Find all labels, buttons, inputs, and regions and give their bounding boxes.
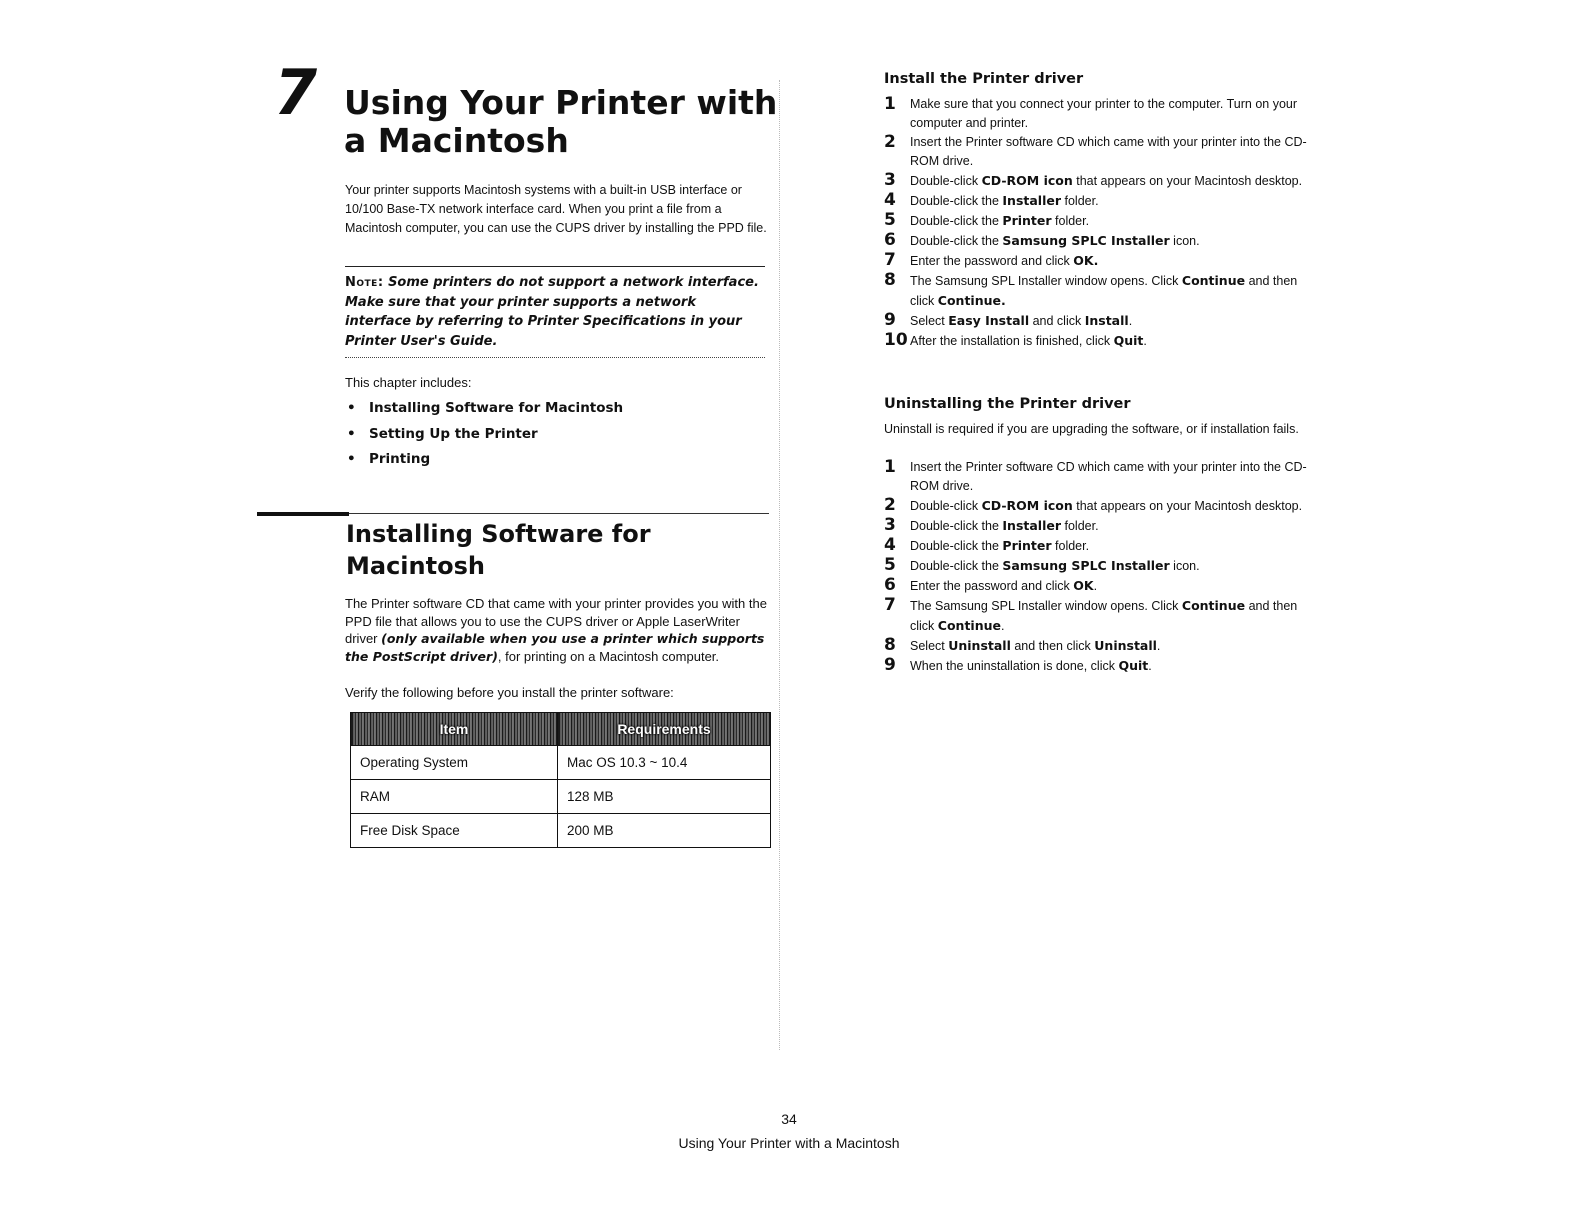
step-item (884, 95, 1314, 133)
step-text: Enter the password and click OK. (910, 253, 1099, 268)
step-text: Double-click the Printer folder. (910, 213, 1090, 228)
step-number: 9 (884, 310, 896, 330)
section-body (345, 595, 775, 665)
step-number: 6 (884, 230, 896, 250)
uninstall-intro: Uninstall is required if you are upgrading the software, or if installation fails. (884, 422, 1299, 436)
step-item (884, 311, 1314, 331)
step-item (884, 191, 1314, 211)
step-number: 6 (884, 575, 896, 595)
chapter-intro: Your printer supports Macintosh systems with a built-in USB interface or 10/100 Base-TX network interface card. When you print a file from a Macintosh computer, you can use the CUPS driver by installing the PPD file. (345, 183, 767, 235)
footer-title: Using Your Printer with a Macintosh (678, 1135, 900, 1151)
step-item (884, 596, 1314, 636)
step-text: Insert the Printer software CD which came with your printer into the CD-ROM drive. (910, 135, 1307, 168)
step-item (884, 171, 1314, 191)
step-number: 4 (884, 190, 896, 210)
step-number: 7 (884, 595, 896, 615)
step-text: The Samsung SPL Installer window opens. Click Continue and then click Continue. (910, 598, 1298, 633)
list-item: • Installing Software for Macintosh (345, 397, 623, 423)
step-item (884, 496, 1314, 516)
step-item (884, 133, 1314, 171)
step-item (884, 516, 1314, 536)
step-text: Double-click the Installer folder. (910, 193, 1099, 208)
table-cell: 128 MB (558, 780, 771, 814)
table-row (351, 780, 771, 814)
step-item (884, 556, 1314, 576)
uninstall-heading: Uninstalling the Printer driver (884, 396, 1131, 412)
requirements-table (350, 712, 771, 848)
step-number: 8 (884, 270, 896, 290)
step-text: Double-click the Samsung SPLC Installer icon. (910, 558, 1200, 573)
step-number: 1 (884, 94, 896, 114)
page-number: 34 (781, 1111, 797, 1127)
includes-label: This chapter includes: (345, 375, 472, 390)
step-item (884, 251, 1314, 271)
list-item: • Setting Up the Printer (345, 423, 623, 449)
step-number: 3 (884, 170, 896, 190)
step-item (884, 458, 1314, 496)
step-number: 4 (884, 535, 896, 555)
step-text: Enter the password and click OK. (910, 578, 1098, 593)
section-body-emphasis: (only available when you use a printer which supports the PostScript driver) (345, 631, 765, 664)
step-number: 8 (884, 635, 896, 655)
step-number: 9 (884, 655, 896, 675)
table-row (351, 814, 771, 848)
section-body-text: , for printing on a Macintosh computer. (497, 648, 720, 664)
section-divider-line (349, 513, 769, 514)
step-text: Double-click the Installer folder. (910, 518, 1099, 533)
chapter-contents-list (345, 397, 623, 474)
table-cell: Operating System (351, 746, 558, 780)
step-number: 10 (884, 330, 908, 350)
step-item (884, 576, 1314, 596)
step-item (884, 331, 1314, 351)
column-gutter (779, 80, 780, 1050)
section-divider (257, 512, 349, 516)
step-item (884, 536, 1314, 556)
note-label: Note: (345, 275, 384, 290)
step-number: 2 (884, 132, 896, 152)
step-number: 2 (884, 495, 896, 515)
table-row (351, 746, 771, 780)
install-steps-list (884, 95, 1314, 351)
table-cell: Free Disk Space (351, 814, 558, 848)
step-text: Select Easy Install and click Install. (910, 313, 1133, 328)
step-number: 7 (884, 250, 896, 270)
table-cell: RAM (351, 780, 558, 814)
step-text: Double-click the Printer folder. (910, 538, 1090, 553)
step-number: 3 (884, 515, 896, 535)
step-text: Insert the Printer software CD which came with your printer into the CD-ROM drive. (910, 460, 1307, 493)
step-text: Double-click CD-ROM icon that appears on your Macintosh desktop. (910, 498, 1303, 513)
note-text: Some printers do not support a network interface. Make sure that your printer supports a network interface by referring to Printer Specifications in your Printer User's Guide. (345, 275, 759, 349)
step-text: Double-click CD-ROM icon that appears on your Macintosh desktop. (910, 173, 1303, 188)
step-text: Double-click the Samsung SPLC Installer icon. (910, 233, 1200, 248)
step-item (884, 636, 1314, 656)
section-title: Installing Software for Macintosh (346, 520, 651, 580)
step-text: When the uninstallation is done, click Quit. (910, 658, 1152, 673)
chapter-number: 7 (274, 56, 318, 129)
step-number: 1 (884, 457, 896, 477)
list-item: • Printing (345, 448, 623, 474)
uninstall-steps-list (884, 458, 1314, 676)
step-text: After the installation is finished, click Quit. (910, 333, 1147, 348)
note-box (345, 266, 765, 358)
step-number: 5 (884, 210, 896, 230)
table-header-row (351, 713, 771, 746)
step-text: Make sure that you connect your printer to the computer. Turn on your computer and printer. (910, 97, 1298, 130)
table-cell: Mac OS 10.3 ~ 10.4 (558, 746, 771, 780)
section-body-text: The Printer software CD that came with your printer provides you with the PPD file that allows you to use the CUPS driver or Apple LaserWriter driver (345, 596, 767, 646)
install-heading: Install the Printer driver (884, 71, 1084, 87)
step-item (884, 231, 1314, 251)
step-number: 5 (884, 555, 896, 575)
step-item (884, 271, 1314, 311)
column-header-item: Item (351, 713, 558, 746)
step-text: The Samsung SPL Installer window opens. Click Continue and then click Continue. (910, 273, 1298, 308)
column-header-requirements: Requirements (558, 713, 771, 746)
table-cell: 200 MB (558, 814, 771, 848)
step-item (884, 211, 1314, 231)
chapter-title: Using Your Printer with a Macintosh (344, 83, 778, 160)
verify-text: Verify the following before you install the printer software: (345, 685, 674, 700)
step-item (884, 656, 1314, 676)
step-text: Select Uninstall and then click Uninstall. (910, 638, 1161, 653)
